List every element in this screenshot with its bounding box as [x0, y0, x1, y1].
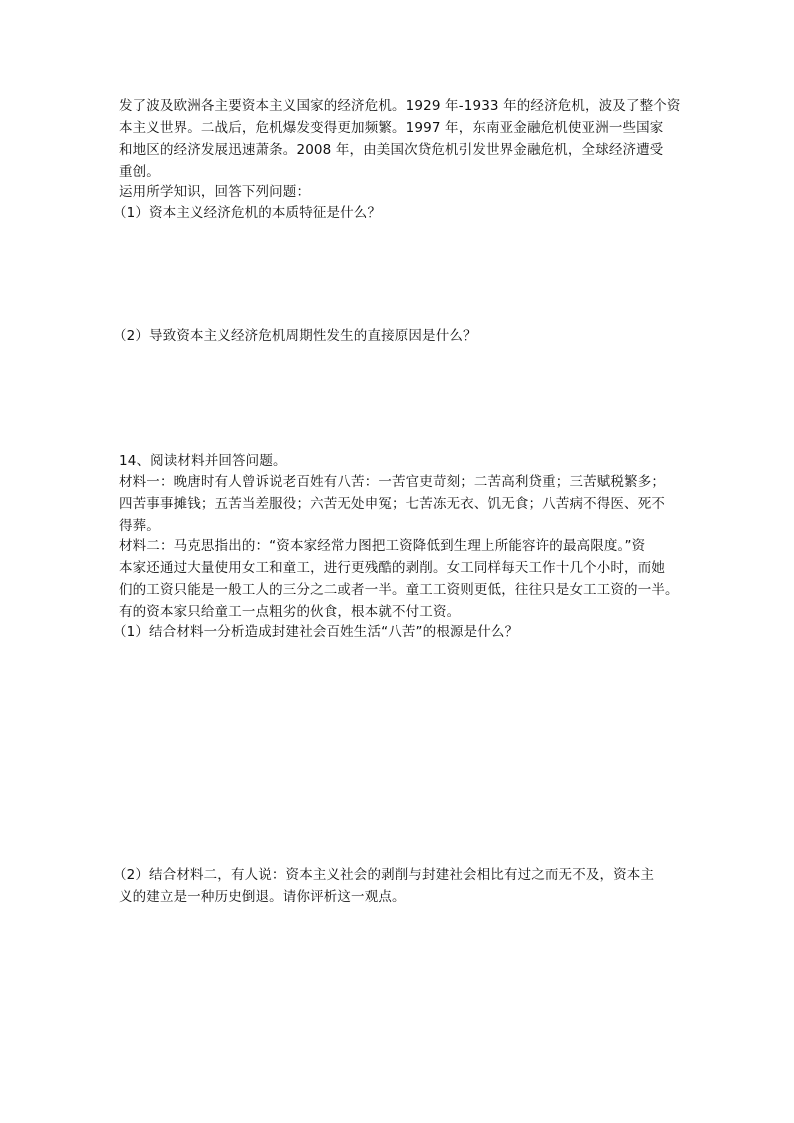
question-2: （2）导致资本主义经济危机周期性发生的直接原因是什么？ — [113, 328, 477, 344]
paragraph-line-4: 重创。 — [119, 164, 160, 180]
paragraph-line-2: 本主义世界。二战后，危机爆发变得更加频繁。1997 年，东南亚金融危机使亚洲一些国家 — [119, 120, 664, 136]
section-14-question-2-line-1: （2）结合材料二，有人说：资本主义社会的剥削与封建社会相比有过之而无不及，资本主 — [113, 867, 655, 883]
material-2-line-1: 材料二：马克思指出的：“资本家经常力图把工资降低到生理上所能容许的最高限度。”资 — [119, 538, 646, 554]
material-2-line-4: 有的资本家只给童工一点粗劣的伙食，根本就不付工资。 — [119, 604, 461, 620]
instruction-text: 运用所学知识，回答下列问题： — [119, 184, 311, 200]
paragraph-line-3: 和地区的经济发展迅速萧条。2008 年，由美国次贷危机引发世界金融危机，全球经济遭受 — [119, 142, 664, 158]
material-1-line-2: 四苦事事摊钱；五苦当差服役；六苦无处申冤；七苦冻无衣、饥无食；八苦病不得医、死不 — [119, 496, 665, 512]
question-1: （1）资本主义经济危机的本质特征是什么？ — [113, 205, 382, 221]
section-14-question-2-line-2: 义的建立是一种历史倒退。请你评析这一观点。 — [119, 889, 406, 905]
material-2-line-3: 们的工资只能是一般工人的三分之二或者一半。童工工资则更低，往往只是女工工资的一半。 — [119, 582, 679, 598]
section-14-heading: 14、阅读材料并回答问题。 — [119, 453, 287, 469]
section-14-question-1: （1）结合材料一分析造成封建社会百姓生活“八苦”的根源是什么？ — [113, 624, 519, 640]
paragraph-line-1: 发了波及欧洲各主要资本主义国家的经济危机。1929 年-1933 年的经济危机，波及了整个资 — [119, 98, 681, 114]
material-1-line-3: 得葬。 — [119, 518, 160, 534]
material-2-line-2: 本家还通过大量使用女工和童工，进行更残酷的剥削。女工同样每天工作十几个小时，而她 — [119, 560, 665, 576]
material-1-line-1: 材料一：晚唐时有人曾诉说老百姓有八苦：一苦官吏苛刻；二苦高利贷重；三苦赋税繁多； — [119, 474, 665, 490]
